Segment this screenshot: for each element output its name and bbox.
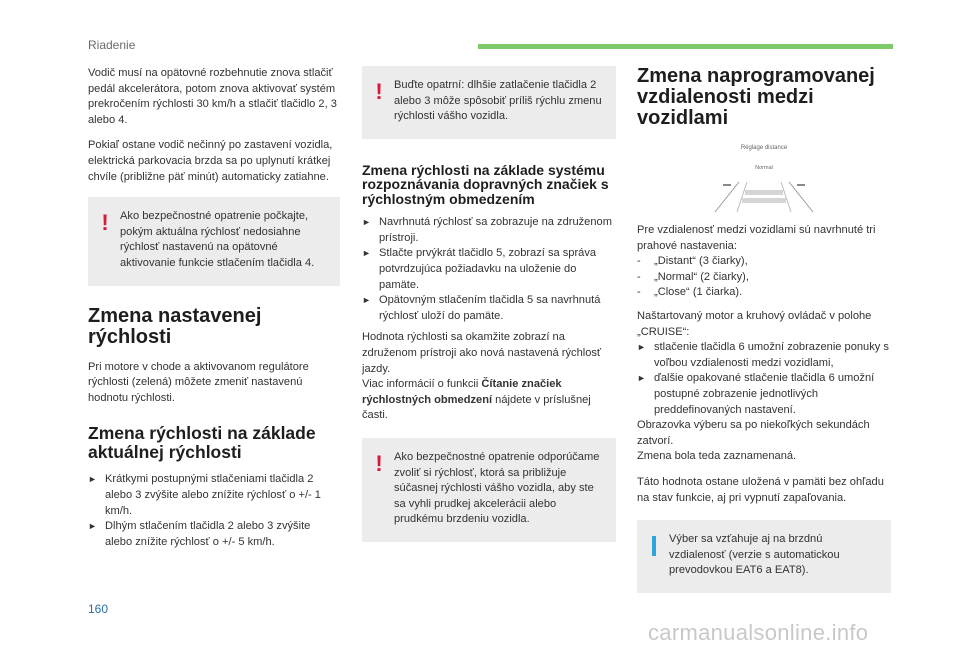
illustration-title: Réglage distance <box>740 145 788 151</box>
warning-box <box>362 438 616 542</box>
exclamation-icon: ! <box>375 79 383 104</box>
triangle-bullet-icon: ► <box>362 295 371 306</box>
heading-zmena-nastavenej: Zmena nastavenej rýchlosti <box>88 304 262 348</box>
paragraph: Naštartovaný motor a kruhový ovládač v polohe „CRUISE“: <box>637 309 872 338</box>
page-number: 160 <box>88 602 109 616</box>
bullet-list <box>637 340 891 418</box>
list-item: ► stlačenie tlačidla 6 umožní zobrazenie ponuky s voľbou vzdialenosti medzi vozidlami, <box>637 341 889 369</box>
triangle-bullet-icon: ► <box>637 373 646 384</box>
heading-dopravne-znacky: Zmena rýchlosti na základe systému rozpoznávania dopravných značiek s rýchlostným obmedzením <box>362 161 609 207</box>
triangle-bullet-icon: ► <box>88 521 97 532</box>
warning-text: Buďte opatrní: dlhšie zatlačenie tlačidla 2 alebo 3 môže spôsobiť príliš rýchlu zmenu rýchlosti vášho vozidla. <box>394 79 602 123</box>
triangle-bullet-icon: ► <box>88 474 97 485</box>
paragraph: Zmena bola teda zaznamenaná. <box>637 450 797 463</box>
paragraph: Viac informácií o funkcii Čítanie značiek rýchlostných obmedzení nájdete v príslušnej časti. <box>362 378 591 422</box>
triangle-bullet-icon: ► <box>637 342 646 353</box>
paragraph: Pokiaľ ostane vodič nečinný po zastavení vozidla, elektrická parkovacia brzda sa po uplynutí krátkej chvíle (približne päť minút) automaticky zatiahne. <box>88 139 333 183</box>
warning-text: Ako bezpečnostné opatrenie odporúčame zvoliť si rýchlosť, ktorá sa približuje súčasnej rýchlosti vášho vozidla, aby ste sa vyhli prudkej akcelerácii alebo prudkému brzdeniu vozidla. <box>394 451 600 526</box>
list-item: ► Dlhým stlačením tlačidla 2 alebo 3 zvýšite alebo znížite rýchlosť o +/- 5 km/h. <box>88 520 311 548</box>
column-2 <box>362 66 616 558</box>
watermark: carmanualsonline.info <box>648 620 869 645</box>
paragraph: Vodič musí na opätovné rozbehnutie znova stlačiť pedál akcelerátora, potom znova aktivovať systém prekročením rýchlosti 30 km/h a stlačiť tlačidlo 2, 3 alebo 4. <box>88 67 337 126</box>
list-item: - „Normal“ (2 čiarky), <box>637 270 749 283</box>
bullet-list <box>362 215 616 324</box>
list-item: ► Stlačte prvýkrát tlačidlo 5, zobrazí sa správa potvrdzujúca požiadavku na uloženie do pamäte. <box>362 247 597 291</box>
list-item: ► Krátkymi postupnými stlačeniami tlačidla 2 alebo 3 zvýšite alebo znížite rýchlosť o +/- 1 km/h. <box>88 473 321 517</box>
bullet-list <box>88 472 340 550</box>
list-item: ► Navrhnutá rýchlosť sa zobrazuje na združenom prístroji. <box>362 216 612 244</box>
paragraph: Pre vzdialenosť medzi vozidlami sú navrhnuté tri prahové nastavenia: <box>637 224 876 252</box>
list-item: - „Distant“ (3 čiarky), <box>637 255 748 268</box>
list-item: - „Close“ (1 čiarka). <box>637 286 743 299</box>
distance-setting-illustration <box>709 141 819 211</box>
paragraph: Pri motore v chode a aktivovanom regulátore rýchlosti (zelená) môžete zmeniť nastavenú hodnotu rýchlosti. <box>88 360 309 404</box>
option-list <box>637 254 891 301</box>
triangle-bullet-icon: ► <box>362 248 371 259</box>
column-3 <box>637 66 891 609</box>
exclamation-icon: ! <box>375 451 383 476</box>
info-text: Výber sa vzťahuje aj na brzdnú vzdialenosť (verzie s automatickou prevodovkou EAT6 a EAT8). <box>669 533 840 577</box>
paragraph: Hodnota rýchlosti sa okamžite zobrazí na združenom prístroji ako nová nastavená rýchlosť jazdy. <box>362 331 602 375</box>
road-lanes-icon <box>709 176 819 216</box>
warning-box <box>88 197 340 285</box>
triangle-bullet-icon: ► <box>362 217 371 228</box>
info-box <box>637 520 891 593</box>
paragraph: Obrazovka výberu sa po niekoľkých sekundách zatvorí. <box>637 419 870 447</box>
paragraph: Táto hodnota ostane uložená v pamäti bez ohľadu na stav funkcie, aj pri vypnutí zapaľovania. <box>637 475 884 504</box>
heading-vzdialenost: Zmena naprogramovanej vzdialenosti medzi vozidlami <box>637 65 875 129</box>
info-bar-icon <box>652 536 656 556</box>
function-name: Čítanie značiek rýchlostných obmedzení <box>362 378 562 406</box>
warning-text: Ako bezpečnostné opatrenie počkajte, pokým aktuálna rýchlosť nedosiahne rýchlosť nastavenú na opätovné aktivovanie funkcie stlačením tlačidla 4. <box>120 210 315 269</box>
list-item: ► Opätovným stlačením tlačidla 5 sa navrhnutá rýchlosť uloží do pamäte. <box>362 294 601 322</box>
section-label: Riadenie <box>88 38 136 52</box>
illustration-value: Normal <box>755 164 773 171</box>
exclamation-icon: ! <box>101 210 109 236</box>
warning-box <box>362 66 616 139</box>
section-accent-bar <box>478 44 893 49</box>
list-item: ► ďalšie opakované stlačenie tlačidla 6 umožní postupné zobrazenie jednotlivých preddefinovaných nastavení. <box>637 372 875 416</box>
column-1 <box>88 66 340 556</box>
heading-aktualnej-rychlosti: Zmena rýchlosti na základe aktuálnej rýchlosti <box>88 423 316 463</box>
